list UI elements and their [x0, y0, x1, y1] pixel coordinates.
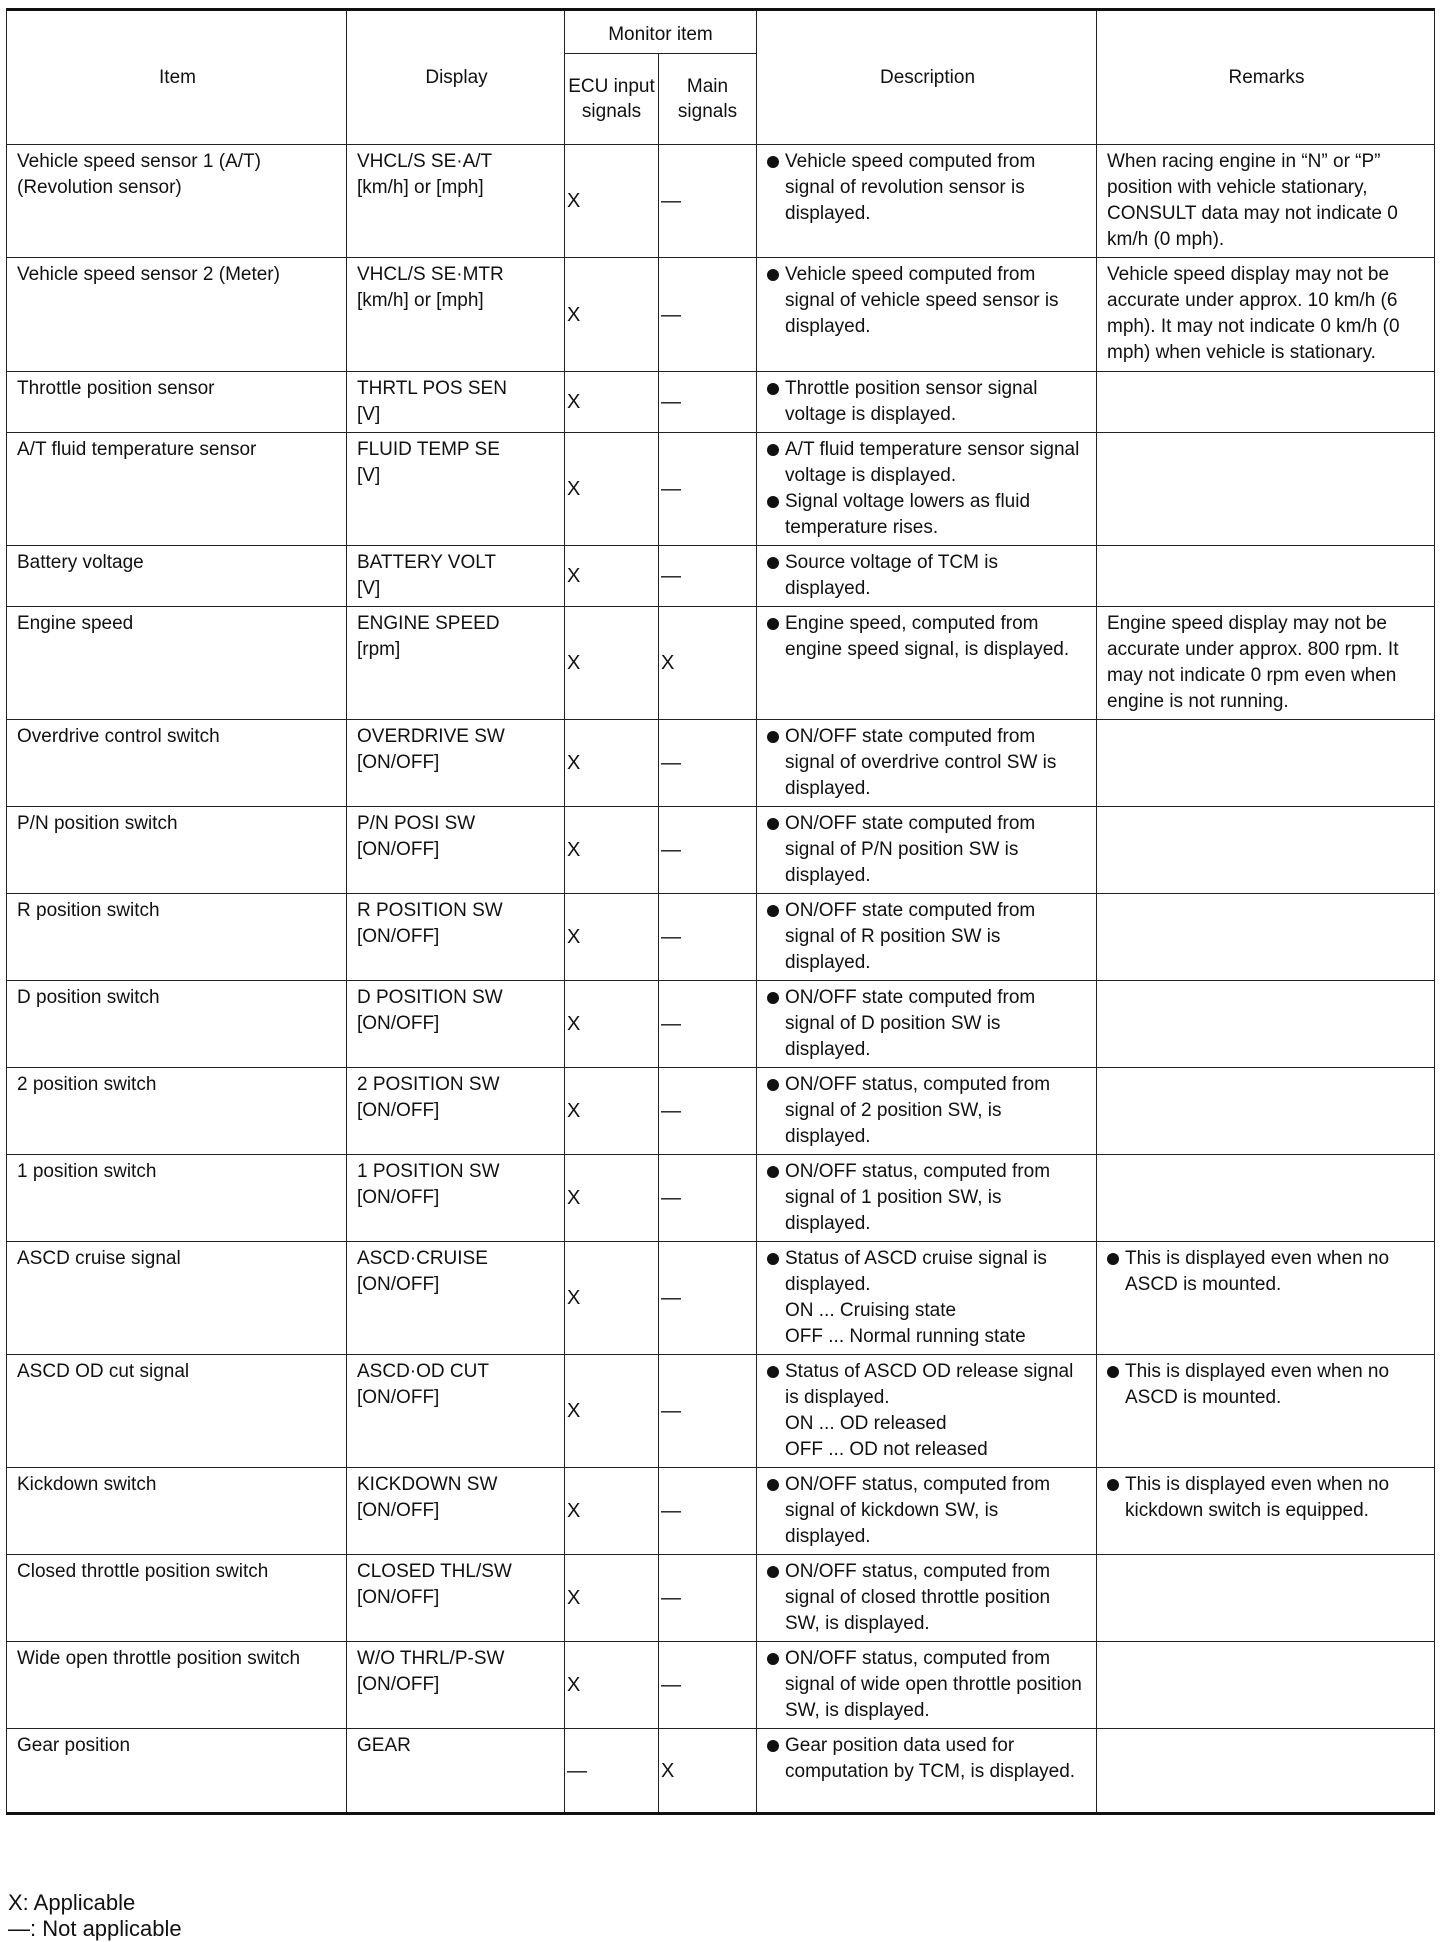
remarks-list	[1107, 611, 1426, 715]
description-text: ON/OFF state computed from signal of overdrive control SW is displayed.	[785, 726, 1057, 799]
description-cell	[757, 145, 1097, 258]
description-bullet	[767, 550, 1088, 602]
remarks-text: Vehicle speed display may not be accurate under approx. 10 km/h (6 mph). It may not indicate 0 km/h (0 mph) when vehicle is stationary.	[1107, 264, 1400, 363]
display-line: ASCD·OD CUT	[357, 1361, 489, 1382]
display-line: [km/h] or [mph]	[357, 177, 484, 198]
remarks-text: When racing engine in “N” or “P” position with vehicle stationary, CONSULT data may not indicate 0 km/h (0 mph).	[1107, 151, 1398, 250]
display-line: [km/h] or [mph]	[357, 290, 484, 311]
display-line: [V]	[357, 465, 381, 486]
description-bullet	[767, 1472, 1088, 1550]
display-line: W/O THRL/P-SW	[357, 1648, 505, 1669]
display-line: BATTERY VOLT	[357, 552, 497, 573]
main-signal-mark: —	[659, 1242, 757, 1355]
remarks-cell	[1097, 894, 1435, 981]
description-cell	[757, 433, 1097, 546]
main-signal-mark: —	[659, 894, 757, 981]
description-list	[767, 1472, 1088, 1550]
item-cell: Vehicle speed sensor 1 (A/T) (Revolution sensor)	[7, 145, 347, 258]
remarks-cell	[1097, 607, 1435, 720]
description-text: Status of ASCD OD release signal is displayed.	[785, 1361, 1074, 1408]
description-list	[767, 1246, 1088, 1350]
table-row	[7, 1068, 1435, 1155]
item-cell: Wide open throttle position switch	[7, 1642, 347, 1729]
item-cell: 2 position switch	[7, 1068, 347, 1155]
remarks-cell	[1097, 1468, 1435, 1555]
description-text: ON/OFF status, computed from signal of 1 position SW, is displayed.	[785, 1161, 1051, 1234]
table-row	[7, 807, 1435, 894]
display-line: GEAR	[357, 1735, 411, 1756]
display-line: VHCL/S SE·A/T	[357, 151, 493, 172]
description-text: A/T fluid temperature sensor signal voltage is displayed.	[785, 439, 1080, 486]
item-cell: Kickdown switch	[7, 1468, 347, 1555]
item-cell: Battery voltage	[7, 546, 347, 607]
description-text: ON/OFF status, computed from signal of wide open throttle position SW, is displayed.	[785, 1648, 1082, 1721]
description-list	[767, 611, 1088, 663]
description-bullet	[767, 611, 1088, 663]
description-list	[767, 1159, 1088, 1237]
description-subline: ON ... Cruising state	[785, 1300, 957, 1321]
main-signal-mark: —	[659, 981, 757, 1068]
table-body	[7, 145, 1435, 1814]
ecu-input-mark: X	[565, 1468, 659, 1555]
remarks-cell	[1097, 1068, 1435, 1155]
monitor-item-table	[6, 8, 1435, 1815]
item-cell: Vehicle speed sensor 2 (Meter)	[7, 258, 347, 372]
table-row	[7, 145, 1435, 258]
item-cell: Gear position	[7, 1729, 347, 1814]
ecu-input-mark: X	[565, 981, 659, 1068]
display-cell	[347, 1468, 565, 1555]
description-cell	[757, 720, 1097, 807]
header-item: Item	[7, 10, 347, 145]
ecu-input-mark: —	[565, 1729, 659, 1814]
table-row	[7, 1729, 1435, 1814]
main-signal-mark: —	[659, 1155, 757, 1242]
display-cell	[347, 807, 565, 894]
display-line: [V]	[357, 404, 381, 425]
display-line: [V]	[357, 578, 381, 599]
main-signal-mark: —	[659, 372, 757, 433]
table-row	[7, 258, 1435, 372]
ecu-input-mark: X	[565, 1155, 659, 1242]
description-cell	[757, 981, 1097, 1068]
ecu-input-mark: X	[565, 145, 659, 258]
display-line: [ON/OFF]	[357, 1013, 440, 1034]
item-cell: Closed throttle position switch	[7, 1555, 347, 1642]
display-line: 2 POSITION SW	[357, 1074, 500, 1095]
display-cell	[347, 607, 565, 720]
description-cell	[757, 894, 1097, 981]
description-bullet	[767, 811, 1088, 889]
remarks-bullet: This is displayed even when no ASCD is mounted.	[1107, 1359, 1426, 1411]
description-cell	[757, 1155, 1097, 1242]
display-line: [ON/OFF]	[357, 1674, 440, 1695]
description-bullet	[767, 1733, 1088, 1785]
item-cell: R position switch	[7, 894, 347, 981]
display-cell	[347, 433, 565, 546]
remarks-cell	[1097, 1355, 1435, 1468]
description-cell	[757, 1555, 1097, 1642]
remarks-bullet: This is displayed even when no ASCD is mounted.	[1107, 1246, 1426, 1298]
remarks-cell	[1097, 807, 1435, 894]
remarks-list	[1107, 262, 1426, 366]
display-line: [ON/OFF]	[357, 926, 440, 947]
ecu-input-mark: X	[565, 1242, 659, 1355]
ecu-input-mark: X	[565, 546, 659, 607]
display-line: D POSITION SW	[357, 987, 503, 1008]
description-text: ON/OFF state computed from signal of R position SW is displayed.	[785, 900, 1036, 973]
display-line: KICKDOWN SW	[357, 1474, 498, 1495]
ecu-input-mark: X	[565, 1555, 659, 1642]
remarks-cell	[1097, 1642, 1435, 1729]
display-line: [ON/OFF]	[357, 1187, 440, 1208]
description-text: ON/OFF state computed from signal of P/N position SW is displayed.	[785, 813, 1036, 886]
main-signal-mark: —	[659, 1555, 757, 1642]
remarks-list	[1107, 1246, 1426, 1298]
main-signal-mark: —	[659, 1468, 757, 1555]
header-monitor-item: Monitor item	[565, 10, 757, 54]
description-cell	[757, 1468, 1097, 1555]
description-list	[767, 149, 1088, 227]
display-line: OVERDRIVE SW	[357, 726, 505, 747]
table-row	[7, 607, 1435, 720]
table-row	[7, 720, 1435, 807]
display-line: [ON/OFF]	[357, 1387, 440, 1408]
item-cell: P/N position switch	[7, 807, 347, 894]
remarks-cell	[1097, 433, 1435, 546]
display-cell	[347, 145, 565, 258]
description-text: Status of ASCD cruise signal is displayed.	[785, 1248, 1047, 1295]
remarks-cell	[1097, 1555, 1435, 1642]
remarks-text: Engine speed display may not be accurate under approx. 800 rpm. It may not indicate 0 rpm even when engine is not running.	[1107, 613, 1399, 712]
display-cell	[347, 720, 565, 807]
description-bullet	[767, 985, 1088, 1063]
ecu-input-mark: X	[565, 433, 659, 546]
legend-not-applicable: —: Not applicable	[8, 1916, 182, 1941]
description-list	[767, 898, 1088, 976]
description-bullet	[767, 149, 1088, 227]
item-cell: ASCD cruise signal	[7, 1242, 347, 1355]
description-list	[767, 550, 1088, 602]
description-text: ON/OFF status, computed from signal of closed throttle position SW, is displayed.	[785, 1561, 1051, 1634]
item-cell: Throttle position sensor	[7, 372, 347, 433]
display-line: [rpm]	[357, 639, 401, 660]
item-cell: Overdrive control switch	[7, 720, 347, 807]
ecu-input-mark: X	[565, 372, 659, 433]
ecu-input-mark: X	[565, 720, 659, 807]
display-line: [ON/OFF]	[357, 839, 440, 860]
ecu-input-mark: X	[565, 894, 659, 981]
display-line: CLOSED THL/SW	[357, 1561, 512, 1582]
table-row	[7, 1555, 1435, 1642]
ecu-input-mark: X	[565, 1642, 659, 1729]
display-line: [ON/OFF]	[357, 752, 440, 773]
description-text: Gear position data used for computation by TCM, is displayed.	[785, 1735, 1076, 1782]
table-row	[7, 1468, 1435, 1555]
description-cell	[757, 1068, 1097, 1155]
display-line: ENGINE SPEED	[357, 613, 500, 634]
description-text: Vehicle speed computed from signal of vehicle speed sensor is displayed.	[785, 264, 1059, 337]
header-ecu-input-signals: ECU input signals	[565, 54, 659, 145]
remarks-list	[1107, 1359, 1426, 1411]
remarks-cell	[1097, 258, 1435, 372]
description-list	[767, 724, 1088, 802]
table-row	[7, 981, 1435, 1068]
table-row	[7, 433, 1435, 546]
description-list	[767, 811, 1088, 889]
display-cell	[347, 1729, 565, 1814]
display-cell	[347, 1242, 565, 1355]
remarks-cell	[1097, 720, 1435, 807]
display-cell	[347, 1155, 565, 1242]
description-cell	[757, 372, 1097, 433]
description-list	[767, 1359, 1088, 1463]
description-bullet	[767, 1072, 1088, 1150]
remarks-cell	[1097, 981, 1435, 1068]
display-cell	[347, 1642, 565, 1729]
description-text: Vehicle speed computed from signal of revolution sensor is displayed.	[785, 151, 1036, 224]
main-signal-mark: X	[659, 607, 757, 720]
description-text: Signal voltage lowers as fluid temperature rises.	[785, 491, 1031, 538]
remarks-bullet: This is displayed even when no kickdown switch is equipped.	[1107, 1472, 1426, 1524]
table-row	[7, 546, 1435, 607]
description-bullet	[767, 1359, 1088, 1463]
main-signal-mark: —	[659, 145, 757, 258]
description-list	[767, 985, 1088, 1063]
display-line: P/N POSI SW	[357, 813, 476, 834]
display-line: 1 POSITION SW	[357, 1161, 500, 1182]
description-cell	[757, 607, 1097, 720]
remarks-list	[1107, 1472, 1426, 1524]
table-header	[7, 10, 1435, 145]
description-bullet	[767, 1646, 1088, 1724]
description-cell	[757, 1642, 1097, 1729]
description-bullet	[767, 489, 1088, 541]
ecu-input-mark: X	[565, 607, 659, 720]
description-cell	[757, 1355, 1097, 1468]
description-list	[767, 1559, 1088, 1637]
description-subline: ON ... OD released	[785, 1413, 947, 1434]
remarks-cell	[1097, 1155, 1435, 1242]
header-description: Description	[757, 10, 1097, 145]
description-bullet	[767, 1159, 1088, 1237]
table-row	[7, 1642, 1435, 1729]
description-bullet	[767, 724, 1088, 802]
display-cell	[347, 894, 565, 981]
table-row	[7, 1355, 1435, 1468]
remarks-cell	[1097, 372, 1435, 433]
remarks-cell	[1097, 145, 1435, 258]
display-cell	[347, 258, 565, 372]
main-signal-mark: —	[659, 720, 757, 807]
description-list	[767, 1072, 1088, 1150]
header-main-signals: Main signals	[659, 54, 757, 145]
remarks-cell	[1097, 546, 1435, 607]
main-signal-mark: —	[659, 807, 757, 894]
remarks-cell	[1097, 1729, 1435, 1814]
ecu-input-mark: X	[565, 1355, 659, 1468]
display-line: R POSITION SW	[357, 900, 503, 921]
display-cell	[347, 372, 565, 433]
display-cell	[347, 1355, 565, 1468]
item-cell: A/T fluid temperature sensor	[7, 433, 347, 546]
description-list	[767, 376, 1088, 428]
display-cell	[347, 1068, 565, 1155]
description-cell	[757, 258, 1097, 372]
description-list	[767, 437, 1088, 541]
main-signal-mark: X	[659, 1729, 757, 1814]
legend-applicable: X: Applicable	[8, 1890, 136, 1915]
main-signal-mark: —	[659, 1355, 757, 1468]
description-bullet	[767, 262, 1088, 340]
display-line: THRTL POS SEN	[357, 378, 507, 399]
table-row	[7, 372, 1435, 433]
display-line: [ON/OFF]	[357, 1500, 440, 1521]
item-cell: 1 position switch	[7, 1155, 347, 1242]
header-display: Display	[347, 10, 565, 145]
description-list	[767, 262, 1088, 340]
main-signal-mark: —	[659, 1068, 757, 1155]
display-cell	[347, 1555, 565, 1642]
item-cell: ASCD OD cut signal	[7, 1355, 347, 1468]
description-text: Source voltage of TCM is displayed.	[785, 552, 998, 599]
display-line: [ON/OFF]	[357, 1274, 440, 1295]
description-text: Engine speed, computed from engine speed signal, is displayed.	[785, 613, 1070, 660]
display-line: FLUID TEMP SE	[357, 439, 500, 460]
description-text: ON/OFF status, computed from signal of kickdown SW, is displayed.	[785, 1474, 1051, 1547]
description-bullet	[767, 898, 1088, 976]
main-signal-mark: —	[659, 546, 757, 607]
description-list	[767, 1646, 1088, 1724]
table-row	[7, 1155, 1435, 1242]
table-row	[7, 1242, 1435, 1355]
description-cell	[757, 1729, 1097, 1814]
header-remarks: Remarks	[1097, 10, 1435, 145]
description-bullet	[767, 1246, 1088, 1350]
description-bullet	[767, 376, 1088, 428]
description-cell	[757, 546, 1097, 607]
description-text: ON/OFF status, computed from signal of 2 position SW, is displayed.	[785, 1074, 1051, 1147]
display-cell	[347, 546, 565, 607]
display-line: VHCL/S SE·MTR	[357, 264, 504, 285]
item-cell: D position switch	[7, 981, 347, 1068]
description-text: Throttle position sensor signal voltage is displayed.	[785, 378, 1038, 425]
main-signal-mark: —	[659, 433, 757, 546]
remarks-cell	[1097, 1242, 1435, 1355]
main-signal-mark: —	[659, 258, 757, 372]
remarks-list	[1107, 149, 1426, 253]
description-text: ON/OFF state computed from signal of D position SW is displayed.	[785, 987, 1036, 1060]
legend	[8, 1890, 182, 1942]
ecu-input-mark: X	[565, 1068, 659, 1155]
display-line: [ON/OFF]	[357, 1587, 440, 1608]
monitor-item-sheet	[6, 8, 1434, 1815]
description-cell	[757, 1242, 1097, 1355]
table-row	[7, 894, 1435, 981]
display-line: [ON/OFF]	[357, 1100, 440, 1121]
ecu-input-mark: X	[565, 807, 659, 894]
ecu-input-mark: X	[565, 258, 659, 372]
display-cell	[347, 981, 565, 1068]
description-list	[767, 1733, 1088, 1785]
description-subline: OFF ... OD not released	[785, 1439, 988, 1460]
item-cell: Engine speed	[7, 607, 347, 720]
main-signal-mark: —	[659, 1642, 757, 1729]
description-cell	[757, 807, 1097, 894]
description-bullet	[767, 1559, 1088, 1637]
display-line: ASCD·CRUISE	[357, 1248, 488, 1269]
description-subline: OFF ... Normal running state	[785, 1326, 1026, 1347]
description-bullet	[767, 437, 1088, 489]
